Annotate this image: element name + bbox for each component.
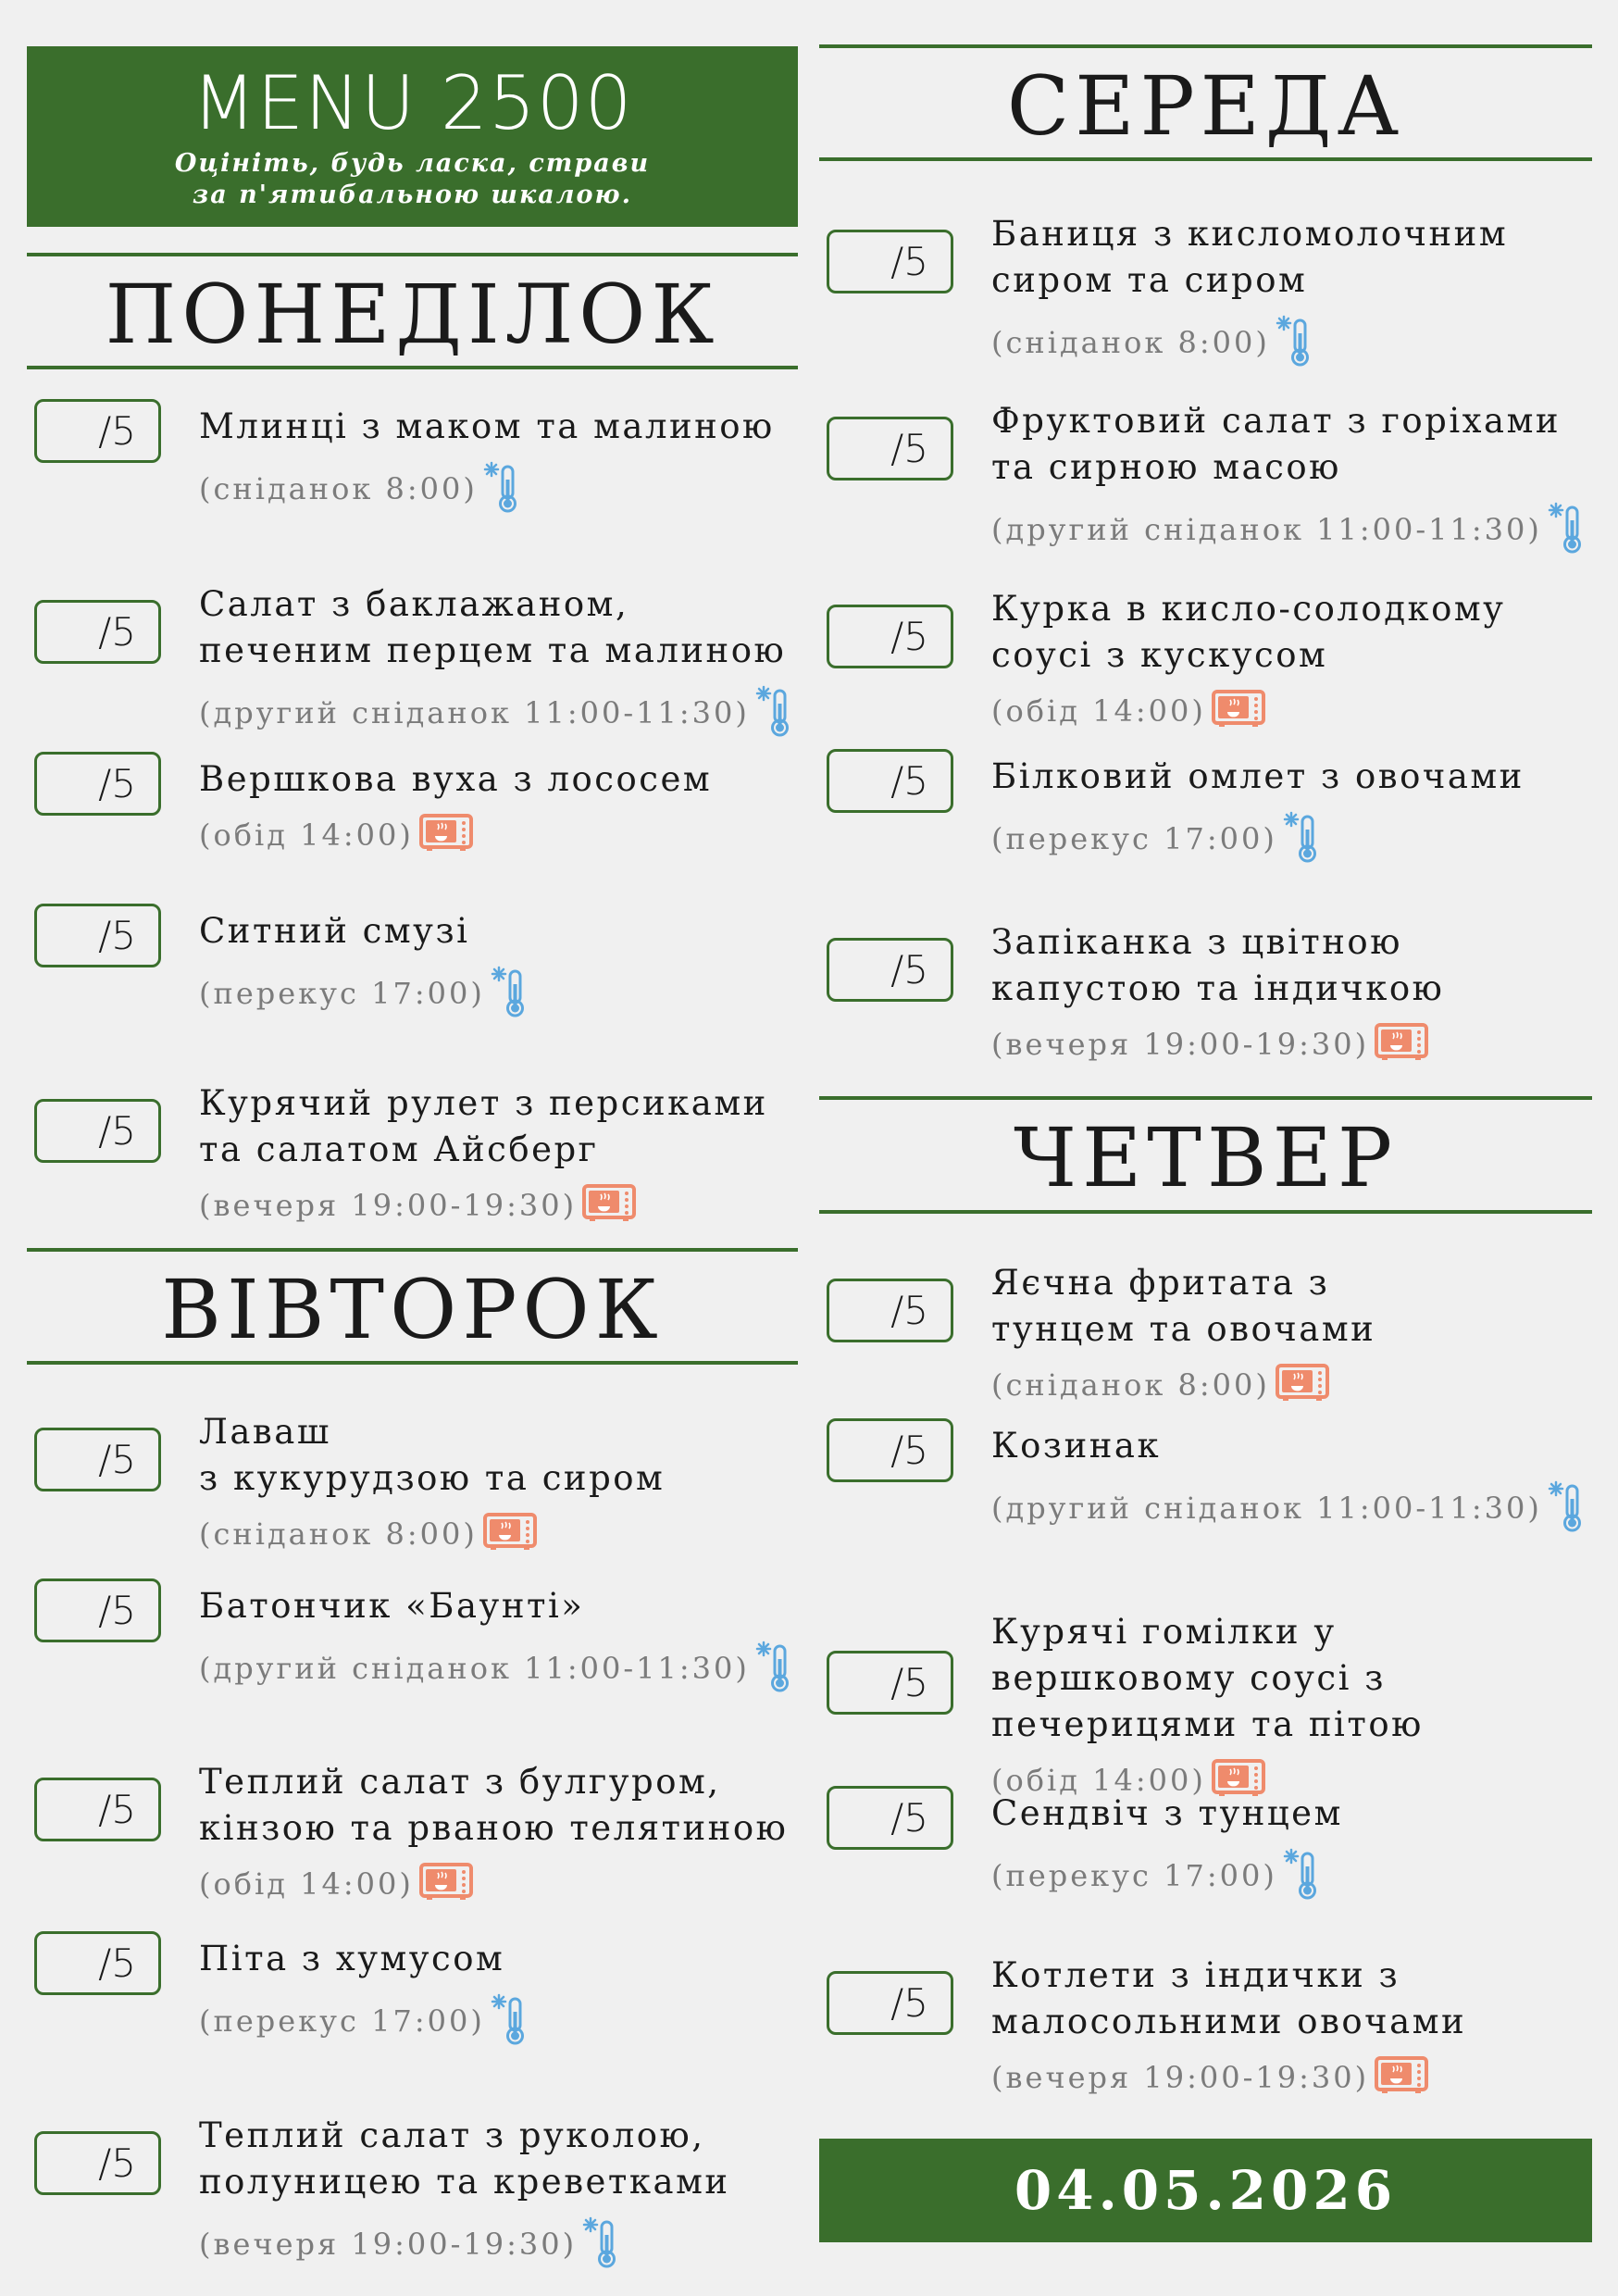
- microwave-icon: [419, 1863, 473, 1910]
- thermometer-snowflake-icon: [1283, 811, 1320, 871]
- dish-name-line: Курка в кисло-солодкому: [991, 589, 1506, 629]
- rating-box[interactable]: /5: [34, 1778, 161, 1841]
- meal-time: [199, 1993, 528, 2053]
- meal-time: [199, 461, 520, 521]
- dish-name-line: та сирною масою: [991, 447, 1341, 487]
- menu-title: MENU 2500: [192, 60, 633, 146]
- dish-name: [199, 1080, 798, 1173]
- rating-box[interactable]: /5: [827, 1279, 953, 1342]
- meal-time-label: (обід 14:00): [199, 817, 414, 853]
- dish-name: [199, 756, 798, 803]
- meal-time-label: (другий сніданок 11:00-11:30): [991, 512, 1542, 547]
- dish-name-line: Сендвіч з тунцем: [991, 1793, 1343, 1833]
- rating-box[interactable]: /5: [827, 417, 953, 480]
- meal-time: [199, 1863, 473, 1910]
- rating-box[interactable]: /5: [34, 1578, 161, 1642]
- meal-time-label: (сніданок 8:00): [199, 471, 478, 506]
- dish-name-line: Курячі гомілки у: [991, 1612, 1337, 1652]
- thermometer-snowflake-icon: [582, 2216, 619, 2277]
- thermometer-snowflake-icon: [483, 461, 520, 521]
- meal-time-label: (обід 14:00): [199, 1866, 414, 1902]
- meal-time: [199, 685, 792, 745]
- meal-time: [199, 814, 473, 861]
- meal-time: [199, 2216, 619, 2277]
- dish-name-line: вершковому соусі з: [991, 1658, 1386, 1698]
- microwave-icon: [1375, 1023, 1428, 1070]
- meal-time: [199, 1641, 792, 1701]
- meal-time-label: (обід 14:00): [991, 1763, 1206, 1798]
- dish-name-line: Білковий омлет з овочами: [991, 756, 1525, 796]
- dish-name: [991, 1791, 1592, 1837]
- dish-name-line: малосольними овочами: [991, 2002, 1467, 2041]
- dish-name-line: та салатом Айсберг: [199, 1129, 599, 1169]
- dish-name: [991, 919, 1592, 1012]
- dish-name-line: соусі з кускусом: [991, 635, 1328, 675]
- dish-name-line: Баниця з кисломолочним: [991, 214, 1509, 254]
- meal-time-label: (другий сніданок 11:00-11:30): [199, 695, 750, 730]
- divider: [27, 1248, 798, 1252]
- meal-time-label: (перекус 17:00): [991, 1858, 1277, 1893]
- meal-time: [991, 1364, 1329, 1411]
- dish-name-line: Піта з хумусом: [199, 1939, 505, 1978]
- dish-name: [199, 1583, 798, 1629]
- meal-time-label: (перекус 17:00): [199, 2003, 485, 2039]
- divider: [27, 253, 798, 256]
- microwave-icon: [483, 1513, 537, 1560]
- dish-name: [991, 1609, 1592, 1748]
- dish-name-line: Запіканка з цвітною: [991, 922, 1402, 962]
- dish-name-line: кінзою та рваною телятиною: [199, 1808, 789, 1848]
- rating-box[interactable]: /5: [827, 1418, 953, 1482]
- dish-name: [199, 908, 798, 955]
- dish-name-line: Теплий салат з руколою,: [199, 2115, 705, 2155]
- dish-name-line: печеним перцем та малиною: [199, 630, 787, 670]
- rating-box[interactable]: /5: [34, 1099, 161, 1163]
- microwave-icon: [1375, 2056, 1428, 2103]
- dish-name-line: Батончик «Баунті»: [199, 1586, 585, 1626]
- meal-time-label: (другий сніданок 11:00-11:30): [199, 1651, 750, 1686]
- dish-name-line: капустою та індичкою: [991, 968, 1445, 1008]
- rating-box[interactable]: /5: [34, 600, 161, 664]
- day-heading-tuesday: ВІВТОРОК: [161, 1262, 664, 1357]
- dish-name-line: Вершкова вуха з лососем: [199, 759, 713, 799]
- meal-time: [991, 315, 1313, 375]
- divider: [27, 366, 798, 369]
- dish-name: [991, 1953, 1592, 2045]
- meal-time-label: (перекус 17:00): [199, 976, 485, 1011]
- rating-box[interactable]: /5: [34, 752, 161, 816]
- thermometer-snowflake-icon: [755, 1641, 792, 1701]
- divider: [27, 1361, 798, 1365]
- dish-name: [991, 754, 1592, 800]
- divider: [819, 44, 1592, 48]
- meal-time-label: (вечеря 19:00-19:30): [991, 2060, 1370, 2095]
- dish-name: [199, 1409, 798, 1502]
- meal-time-label: (вечеря 19:00-19:30): [199, 2227, 578, 2262]
- meal-time-label: (сніданок 8:00): [991, 325, 1270, 360]
- dish-name: [991, 1260, 1592, 1353]
- meal-time: [199, 1513, 537, 1560]
- meal-time-label: (сніданок 8:00): [199, 1516, 478, 1552]
- day-heading-monday: ПОНЕДІЛОК: [105, 267, 720, 362]
- meal-time: [991, 1480, 1585, 1541]
- dish-name: [199, 404, 798, 450]
- rating-box[interactable]: /5: [34, 399, 161, 463]
- thermometer-snowflake-icon: [491, 1993, 528, 2053]
- menu-header: [27, 46, 798, 227]
- divider: [819, 1210, 1592, 1214]
- dish-name-line: Теплий салат з булгуром,: [199, 1762, 721, 1802]
- dish-name-line: сиром та сиром: [991, 260, 1308, 300]
- meal-time: [991, 502, 1585, 562]
- dish-name: [991, 1423, 1592, 1469]
- meal-time: [991, 811, 1320, 871]
- microwave-icon: [1276, 1364, 1329, 1411]
- meal-time: [199, 966, 528, 1026]
- day-heading-wednesday: СЕРЕДА: [1006, 58, 1405, 154]
- dish-name-line: Лаваш: [199, 1412, 331, 1452]
- thermometer-snowflake-icon: [491, 966, 528, 1026]
- day-heading-thursday: ЧЕТВЕР: [1013, 1110, 1399, 1205]
- thermometer-snowflake-icon: [1283, 1848, 1320, 1908]
- dish-name-line: полуницею та креветками: [199, 2162, 730, 2202]
- thermometer-snowflake-icon: [1548, 502, 1585, 562]
- rating-box[interactable]: /5: [827, 1651, 953, 1715]
- meal-time: [991, 690, 1265, 737]
- microwave-icon: [419, 814, 473, 861]
- meal-time: [991, 2056, 1428, 2103]
- dish-name: [199, 2113, 798, 2205]
- meal-time: [199, 1184, 636, 1231]
- divider: [819, 1096, 1592, 1100]
- rating-box[interactable]: /5: [827, 1786, 953, 1850]
- rating-box[interactable]: /5: [827, 1971, 953, 2035]
- dish-name-line: Козинак: [991, 1426, 1162, 1466]
- dish-name: [199, 1936, 798, 1982]
- dish-name-line: Млинці з маком та малиною: [199, 406, 775, 446]
- dish-name: [991, 398, 1592, 491]
- dish-name-line: Ситний смузі: [199, 911, 470, 951]
- dish-name-line: Фруктовий салат з горіхами: [991, 401, 1562, 441]
- dish-name: [991, 211, 1592, 304]
- rating-box[interactable]: /5: [827, 230, 953, 293]
- rating-box[interactable]: /5: [827, 938, 953, 1002]
- dish-name-line: Курячий рулет з персиками: [199, 1083, 768, 1123]
- rating-box[interactable]: /5: [34, 1428, 161, 1491]
- microwave-icon: [1212, 690, 1265, 737]
- thermometer-snowflake-icon: [1276, 315, 1313, 375]
- meal-time: [991, 1023, 1428, 1070]
- thermometer-snowflake-icon: [755, 685, 792, 745]
- rating-box[interactable]: /5: [34, 2131, 161, 2195]
- dish-name-line: Котлети з індички з: [991, 1955, 1400, 1995]
- dish-name: [199, 581, 798, 674]
- dish-name: [991, 586, 1592, 679]
- dish-name-line: Яєчна фритата з: [991, 1263, 1330, 1303]
- rating-box[interactable]: /5: [34, 904, 161, 967]
- rating-box[interactable]: /5: [827, 749, 953, 813]
- menu-subtitle: Оцініть, будь ласка, страви за п'ятибальною шкалою.: [174, 149, 651, 209]
- dish-name: [199, 1759, 798, 1852]
- dish-name-line: печерицями та пітою: [991, 1704, 1424, 1744]
- divider: [819, 157, 1592, 161]
- meal-time-label: (перекус 17:00): [991, 821, 1277, 856]
- meal-time-label: (обід 14:00): [991, 693, 1206, 729]
- menu-date: 04.05.2026: [819, 2139, 1592, 2242]
- meal-time-label: (вечеря 19:00-19:30): [199, 1188, 578, 1223]
- dish-name-line: тунцем та овочами: [991, 1309, 1376, 1349]
- dish-name-line: Салат з баклажаном,: [199, 584, 629, 624]
- thermometer-snowflake-icon: [1548, 1480, 1585, 1541]
- meal-time-label: (сніданок 8:00): [991, 1367, 1270, 1403]
- meal-time-label: (вечеря 19:00-19:30): [991, 1027, 1370, 1062]
- dish-name-line: з кукурудзою та сиром: [199, 1458, 666, 1498]
- meal-time-label: (другий сніданок 11:00-11:30): [991, 1491, 1542, 1526]
- meal-time: [991, 1848, 1320, 1908]
- rating-box[interactable]: /5: [34, 1931, 161, 1995]
- rating-box[interactable]: /5: [827, 605, 953, 668]
- microwave-icon: [582, 1184, 636, 1231]
